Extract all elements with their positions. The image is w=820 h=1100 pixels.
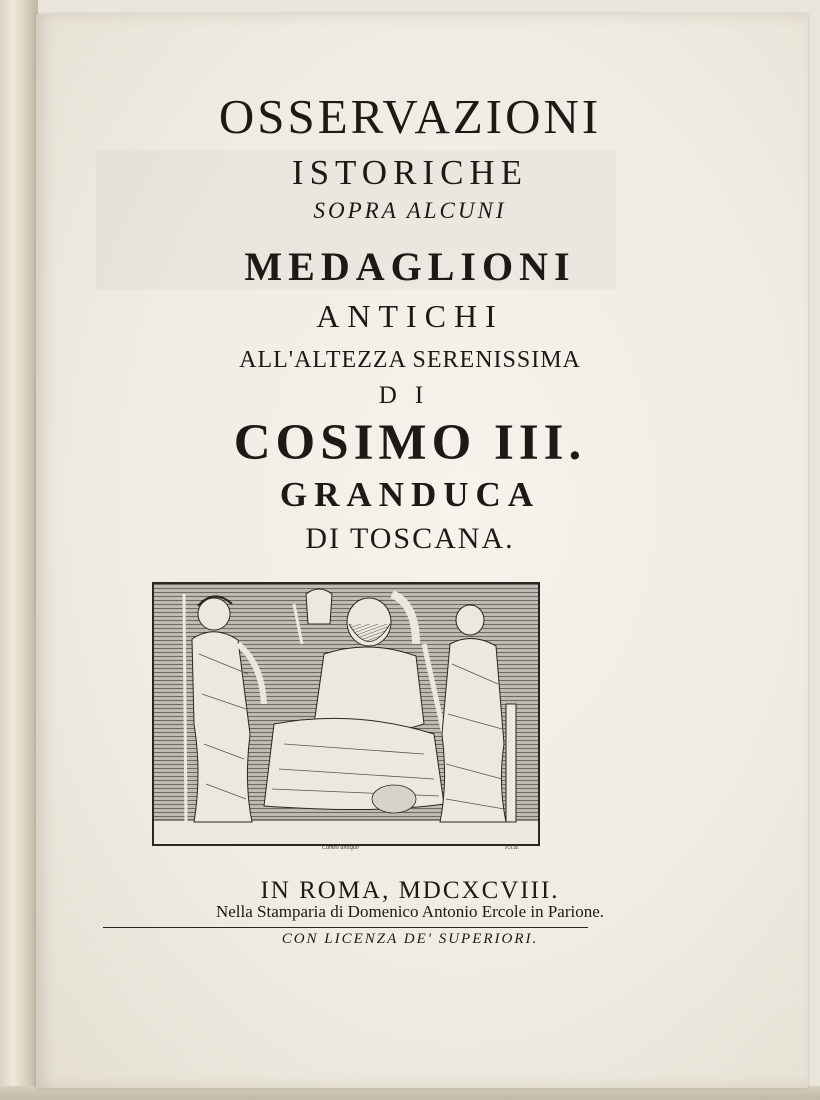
- title-line-3: SOPRA ALCUNI: [313, 198, 507, 223]
- book-edge: [0, 1086, 820, 1100]
- title-line-1: OSSERVAZIONI: [218, 89, 602, 144]
- imprint-license: CON LICENZA DE' SUPERIORI.: [281, 931, 539, 947]
- engraving-image: [154, 584, 538, 844]
- title-line-8: COSIMO III.: [233, 415, 587, 471]
- title-line-6: ALL'ALTEZZA SERENISSIMA: [239, 347, 581, 373]
- title-line-7: DI: [378, 382, 442, 409]
- imprint-place-date: IN ROMA, MDCXCVIII.: [260, 877, 560, 904]
- title-line-9: GRANDUCA: [279, 475, 541, 514]
- title-line-10: DI TOSCANA.: [305, 522, 515, 555]
- imprint-printer: Nella Stamparia di Domenico Antonio Ercole in Parione.: [215, 902, 605, 921]
- engraving-plate: [152, 582, 540, 846]
- engraving-caption-left: Cameo antiquo: [322, 845, 359, 851]
- title-line-2: ISTORICHE: [291, 153, 529, 192]
- title-line-5: ANTICHI: [316, 298, 504, 334]
- engraving-caption-right: P.S.B.: [505, 845, 520, 851]
- title-line-4: MEDAGLIONI: [244, 244, 576, 289]
- imprint-rule: [103, 927, 588, 928]
